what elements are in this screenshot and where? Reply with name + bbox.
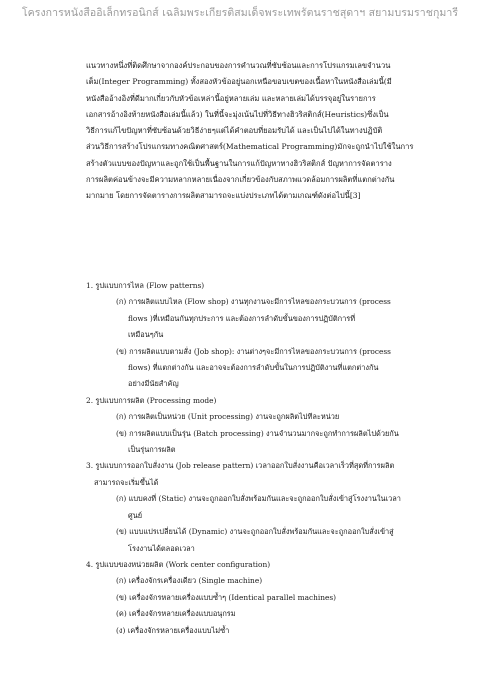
list-item — [86, 606, 442, 622]
intro-line: การผลิตค่อนข้างจะมีความหลากหลายเนื่องจากเกี่ยวข้องกับสภาพแวดล้อมการผลิตที่แตกต่างกัน — [86, 175, 395, 185]
section-title: 1. รูปแบบการไหล (Flow patterns) — [86, 281, 205, 290]
intro-line: หนังสืออ้างอิงที่ดีมากเกี่ยวกับหัวข้อเหล่านี้อยู่หลายเล่ม และหลายเล่มได้บรรจุอยู่ในรายการ — [86, 93, 376, 103]
list-item — [86, 294, 442, 343]
intro-line: สร้างตัวแบบของปัญหาและถูกใช้เป็นพื้นฐานในการแก้ปัญหาทางฮิวริสติกส์ ปัญหาการจัดตาราง — [86, 158, 392, 168]
list-item-text: (ก) เครื่องจักรเครื่องเดียว (Single machine) — [116, 576, 263, 586]
list-item-text: เป็นรุ่นการผลิต — [128, 445, 176, 455]
list-item — [86, 344, 442, 393]
intro-line: วิธีการแก้ไขปัญหาที่ซับซ้อนด้วยวิธีง่ายๆแต่ได้คำตอบที่ยอมรับได้ และเป็นไปได้ในทางปฏิบัติ — [86, 126, 383, 136]
list-item-text: flows )ที่เหมือนกันทุกประการ และต้องการลำดับขั้นของการปฏิบัติการที่ — [128, 313, 356, 323]
intro-line: เอกสารอ้างอิงท้ายหนังสือเล่มนี้แล้ว) ในที่นี้จะมุ่งเน้นไปที่วิธีทางฮิวริสติกส์(Heuristics)ซึ่งเป็น — [86, 109, 389, 119]
list-item-text: (ค) เครื่องจักรหลายเครื่องแบบอนุกรม — [116, 609, 236, 619]
list-item — [86, 426, 442, 459]
intro-line: เต็ม(Integer Programming) ทั้งสองหัวข้ออยู่นอกเหนือขอบเขตของเนื้อหาในหนังสือเล่มนี้(มี — [86, 77, 392, 87]
list-item-text: อย่างมีนัยสำคัญ — [128, 379, 179, 389]
section-title: 3. รูปแบบการออกใบสั่งงาน (Job release pattern) เวลาออกใบสั่งงานคือเวลาเร็วที่สุดที่การผลิต — [86, 461, 395, 471]
list-item-text: (ง) เครื่องจักรหลายเครื่องแบบไม่ซ้ำ — [116, 625, 230, 635]
intro-paragraph — [86, 58, 438, 205]
list-item-text: flows) ที่แตกต่างกัน และอาจจะต้องการลำดับขั้นในการปฏิบัติงานที่แตกต่างกัน — [128, 363, 379, 373]
section-title: 4. รูปแบบของหน่วยผลิต (Work center configuration) — [86, 559, 271, 569]
list-item-text: (ข) เครื่องจักรหลายเครื่องแบบซ้ำๆ (Identical parallel machines) — [116, 592, 337, 602]
list-item — [86, 524, 442, 557]
criteria-list — [86, 278, 442, 639]
list-item — [86, 590, 442, 606]
section-title-cont: สามารถจะเริ่มขึ้นได้ — [94, 477, 159, 487]
list-item-text: (ก) แบบคงที่ (Static) งานจะถูกออกใบสั่งพร้อมกันและจะถูกออกใบสั่งเข้าสู่โรงงานในเวลา — [116, 494, 401, 504]
list-item-text: (ข) การผลิตแบบเป็นรุ่น (Batch processing) งานจำนวนมากจะถูกทำการผลิตไปด้วยกัน — [116, 428, 399, 438]
intro-line: ส่วนวิธีการสร้างโปรแกรมทางคณิตศาสตร์(Mathematical Programming)มักจะถูกนำไปใช้ในการ — [86, 142, 414, 152]
page-header: โครงการหนังสืออิเล็กทรอนิกส์ เฉลิมพระเกียรติสมเด็จพระเทพรัตนราชสุดาฯ สยามบรมราชกุมารี — [21, 7, 459, 19]
list-item-text: ศูนย์ — [128, 510, 143, 520]
list-item — [86, 409, 442, 425]
list-item — [86, 573, 442, 589]
list-item-text: เหมือนๆกัน — [128, 330, 164, 340]
list-item-text: (ข) แบบแปรเปลี่ยนได้ (Dynamic) งานจะถูกออกใบสั่งพร้อมกันและจะถูกออกใบสั่งเข้าสู่ — [116, 527, 394, 537]
list-item — [86, 491, 442, 524]
list-item-text: (ก) การผลิตเป็นหน่วย (Unit processing) งานจะถูกผลิตไปทีละหน่วย — [116, 412, 340, 422]
intro-line: มากมาย โดยการจัดตารางการผลิตสามารถจะแบ่งประเภทได้ตามเกณฑ์ดังต่อไปนี้[3] — [86, 191, 361, 201]
section-title: 2. รูปแบบการผลิต (Processing mode) — [86, 395, 217, 405]
list-item-text: โรงงานได้ตลอดเวลา — [128, 543, 195, 553]
intro-line: แนวทางหนึ่งที่ติดศึกษาจากองค์ประกอบของการคำนวณที่ซับซ้อนและการโปรแกรมเลขจำนวน — [86, 61, 391, 70]
list-item-text: (ข) การผลิตแบบตามสั่ง (Job shop): งานต่างๆจะมีการไหลของกระบวนการ (process — [116, 346, 391, 356]
list-item — [86, 623, 442, 639]
list-item-text: (ก) การผลิตแบบไหล (Flow shop) งานทุกงานจะมีการไหลของกระบวนการ (process — [116, 297, 391, 307]
